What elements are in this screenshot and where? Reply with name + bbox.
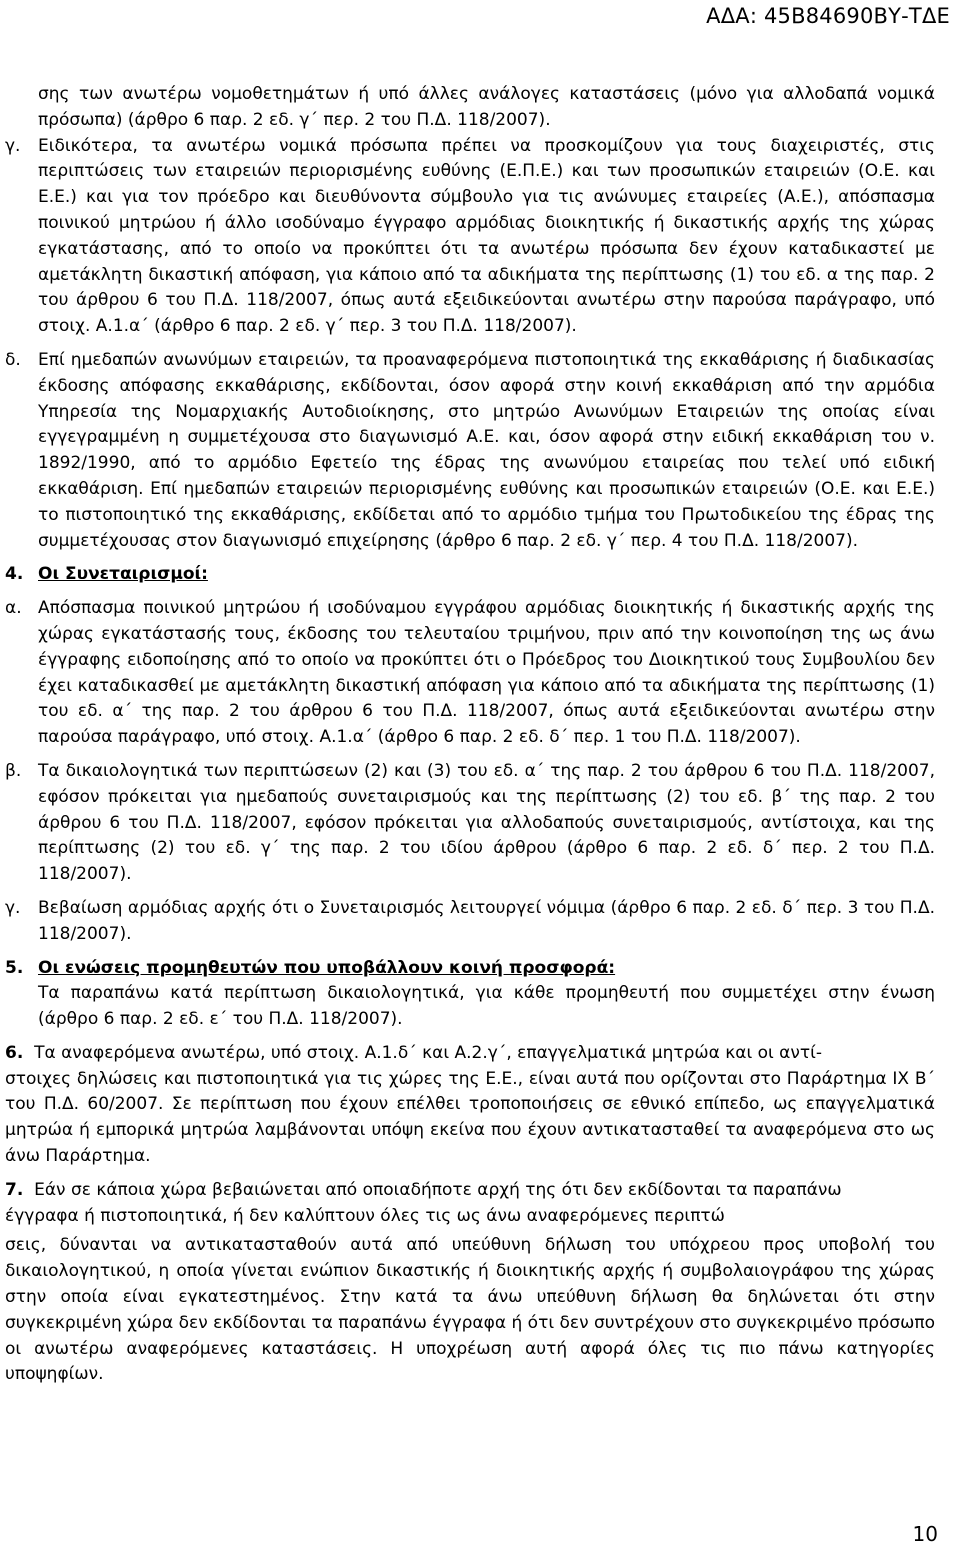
item-text: Βεβαίωση αρμόδιας αρχής ότι ο Συνεταιρισμός λειτουργεί νόμιμα (άρθρο 6 παρ. 2 εδ. δ΄ περ. 3 του Π.Δ. 118/2007).	[38, 897, 935, 944]
section-7	[5, 1178, 935, 1230]
section-5-heading	[5, 956, 935, 982]
intro-text: σης των ανωτέρω νομοθετημάτων ή υπό άλλες ανάλογες καταστάσεις (μόνο για αλλοδαπά νομικά πρόσωπα) (άρθρο 6 παρ. 2 εδ. γ΄ περ. 2 του Π.Δ. 118/2007).	[38, 84, 935, 130]
section-number: 7.	[5, 1179, 24, 1200]
item-g	[5, 134, 935, 340]
section-first-line: Τα αναφερόμενα ανωτέρω, υπό στοιχ. Α.1.δ΄ και Α.2.γ΄, επαγγελματικά μητρώα και οι αντί-	[34, 1042, 823, 1063]
section-heading: Οι Συνεταιρισμοί:	[38, 564, 208, 585]
section-number: 5.	[5, 957, 24, 978]
section-first-line: Εάν σε κάποια χώρα βεβαιώνεται από οποιαδήποτε αρχή της ότι δεν εκδίδονται τα παραπάνω	[34, 1179, 842, 1200]
item-d	[5, 348, 935, 554]
item-label: δ.	[5, 349, 21, 370]
section-text: Τα παραπάνω κατά περίπτωση δικαιολογητικά, για κάθε προμηθευτή που συμμετέχει στην ένωση (άρθρο 6 παρ. 2 εδ. ε΄ του Π.Δ. 118/2007).	[38, 983, 935, 1030]
section-4-heading	[5, 562, 935, 588]
document-body	[5, 82, 935, 1388]
item-label: α.	[5, 598, 22, 619]
section-6	[5, 1041, 935, 1170]
section-4-item-b	[5, 759, 935, 888]
item-text: Τα δικαιολογητικά των περιπτώσεων (2) και (3) του εδ. α΄ της παρ. 2 του άρθρου 6 του Π.Δ. 118/2007, εφόσον πρόκειται για ημεδαπούς συνεταιρισμούς και της περίπτωσης (2) του εδ. β΄ της παρ. 2 του άρθρου 6 του Π.Δ. 118/2007, εφόσον πρόκειται για αλλοδαπούς συνεταιρισμούς, αντίστοιχα, και της περίπτωσης (2) του εδ. γ΄ της παρ. 2 του ιδίου άρθρου (άρθρο 6 παρ. 2 εδ. δ΄ περ. 2 του Π.Δ. 118/2007).	[38, 760, 935, 885]
item-text: Απόσπασμα ποινικού μητρώου ή ισοδύναμου εγγράφου αρμόδιας διοικητικής ή δικαστικής αρχής της χώρας εγκατάστασής τους, έκδοσης του τελευταίου τριμήνου, πριν από την κοινοποίηση της ως άνω έγγραφης ειδοποίησης από το οποίο να προκύπτει ότι ο Πρόεδρος του Διοικητικού τους Συμβουλίου δεν έχει καταδικασθεί με αμετάκλητη δικαστική απόφαση για κάποιο από τα αδικήματα της περίπτωσης (1) του εδ. α΄ της παρ. 2 του άρθρου 6 του Π.Δ. 118/2007, όπως αυτά εξειδικεύονται ανωτέρω στην παρούσα παράγραφο, υπό στοιχ. Α.1.α΄ (άρθρο 6 παρ. 2 εδ. δ΄ περ. 1 του Π.Δ. 118/2007).	[38, 598, 935, 748]
section-text: σεις, δύνανται να αντικατασταθούν αυτά από υπεύθυνη δήλωση του υπόχρεου προς υποβολή του δικαιολογητικού, η οποία γίνεται ενώπιον δικαστικής ή διοικητικής αρχής ή συμβολαιογράφου της χώρας στην οποία είναι εγκατεστημένος. Στην κατά τα άνω υπεύθυνη δήλωση θα δηλώνεται ότι στην συγκεκριμένη χώρα δεν εκδίδονται τα παραπάνω έγγραφα ή ότι δεν συντρέχουν στο συγκεκριμένο πρόσωπο οι ανωτέρω αναφερόμενες καταστάσεις. Η υποχρέωση αυτή αφορά όλες τις πιο πάνω κατηγορίες υποψηφίων.	[5, 1235, 935, 1385]
section-5-body	[5, 981, 935, 1033]
section-second-line: έγγραφα ή πιστοποιητικά, ή δεν καλύπτουν όλες τις ως άνω αναφερόμενες περιπτώ	[5, 1205, 725, 1226]
item-label: β.	[5, 760, 22, 781]
intro-paragraph	[5, 82, 935, 134]
section-4-item-c	[5, 896, 935, 948]
section-number: 4.	[5, 564, 24, 585]
section-4-item-a	[5, 596, 935, 751]
ada-header: ΑΔΑ: 45Β84690ΒΥ-ΤΔΕ	[706, 4, 950, 28]
item-text: Επί ημεδαπών ανωνύμων εταιρειών, τα προαναφερόμενα πιστοποιητικά της εκκαθάρισης ή διαδικασίας έκδοσης απόφασης εκκαθάρισης, εκδίδονται, όσον αφορά στην κοινή εκκαθάριση από την αρμόδια Υπηρεσία της Νομαρχιακής Αυτοδιοίκησης, στο μητρώο Ανωνύμων Εταιρειών της οποίας είναι εγγεγραμμένη η συμμετέχουσα στο διαγωνισμό Α.Ε. και, όσον αφορά στην ειδική εκκαθάριση του ν. 1892/1990, από το αρμόδιο Εφετείο της έδρας της ανωνύμου εταιρείας που τελεί υπό ειδική εκκαθάριση. Επί ημεδαπών εταιρειών περιορισμένης ευθύνης και προσωπικών εταιρειών (Ο.Ε. και Ε.Ε.) το πιστοποιητικό της εκκαθάρισης, εκδίδεται από το αρμόδιο τμήμα του Πρωτοδικείου της έδρας της συμμετέχουσας στον διαγωνισμό επιχείρησης (άρθρο 6 παρ. 2 εδ. γ΄ περ. 4 του Π.Δ. 118/2007).	[38, 349, 935, 551]
page-number: 10	[912, 1522, 938, 1546]
section-7-body	[5, 1233, 935, 1388]
item-label: γ.	[5, 135, 21, 156]
section-heading: Οι ενώσεις προμηθευτών που υποβάλλουν κοινή προσφορά:	[38, 957, 616, 978]
item-text: Ειδικότερα, τα ανωτέρω νομικά πρόσωπα πρέπει να προσκομίζουν για τους διαχειριστές, στις περιπτώσεις των εταιρειών περιορισμένης ευθύνης (Ε.Π.Ε.) και των προσωπικών εταιρειών (Ο.Ε. και Ε.Ε.) και για τον πρόεδρο και διευθύνοντα σύμβουλο για τις ανώνυμες εταιρείες (Α.Ε.), απόσπασμα ποινικού μητρώου ή άλλο ισοδύναμο έγγραφο αρμόδιας διοικητικής ή δικαστικής αρχής της χώρας εγκατάστασης, από το οποίο να προκύπτει ότι τα ανωτέρω πρόσωπα δεν έχουν καταδικαστεί με αμετάκλητη δικαστική απόφαση, για κάποιο από τα αδικήματα της περίπτωσης (1) του εδ. α της παρ. 2 του άρθρου 6 του Π.Δ. 118/2007, όπως αυτά εξειδικεύονται ανωτέρω στην παρούσα παράγραφο, υπό στοιχ. Α.1.α΄ (άρθρο 6 παρ. 2 εδ. γ΄ περ. 3 του Π.Δ. 118/2007).	[38, 135, 935, 337]
section-number: 6.	[5, 1042, 24, 1063]
section-text: στοιχες δηλώσεις και πιστοποιητικά για τις χώρες της Ε.Ε., είναι αυτά που ορίζονται στο Παράρτημα ΙΧ Β΄ του Π.Δ. 60/2007. Σε περίπτωση που έχουν επέλθει τροποποιήσεις σε εθνικό επίπεδο, ως επαγγελματικά μητρώα ή εμπορικά μητρώα λαμβάνονται υπόψη εκείνα που έχουν αντικατασταθεί τα αναφερόμενα στο ως άνω Παράρτημα.	[5, 1068, 935, 1167]
item-label: γ.	[5, 897, 21, 918]
